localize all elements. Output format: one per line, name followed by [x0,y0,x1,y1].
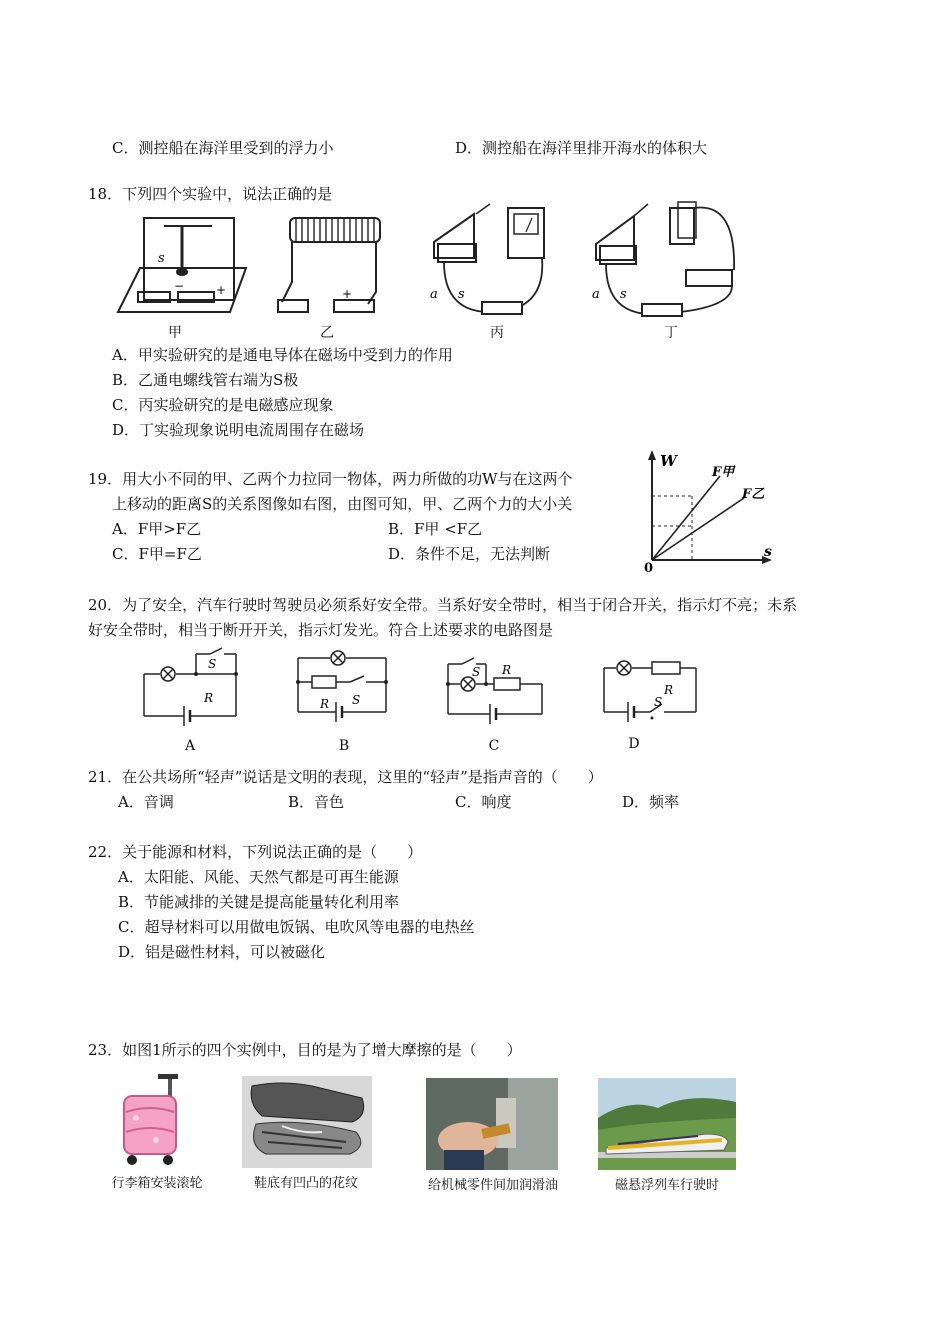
q23-caption-3: 给机械零件间加润滑油 [427,1178,558,1193]
q20-c-switch-label: S [472,665,481,679]
suitcase-photo [112,1072,192,1168]
svg-text:+: + [216,283,227,297]
q18-bing-s-mark: s [458,287,465,302]
q18-option-a: A．甲实验研究的是通电导体在磁场中受到力的作用 [112,346,453,364]
maglev-photo [598,1078,736,1170]
q23-caption-4: 磁悬浮列车行驶时 [614,1178,719,1193]
q20-circuit-d [598,656,702,722]
q19-stem-line2: 上移动的距离S的关系图像如右图，由图可知，甲、乙两个力的大小关 [112,495,573,513]
q19-stem-line1: 19．用大小不同的甲、乙两个力拉同一物体，两力所做的功W与在这两个 [88,470,573,488]
q21-option-c: C．响度 [455,793,512,811]
q20-label-a: A [184,738,196,754]
q22-stem: 22．关于能源和材料，下列说法正确的是（ ） [88,843,423,861]
q20-b-switch-label: S [352,693,361,707]
q20-circuit-a [138,646,244,726]
q22-option-a: A．太阳能、风能、天然气都是可再生能源 [118,868,399,886]
q18-option-d: D．丁实验现象说明电流周围存在磁场 [112,421,365,439]
q21-option-a: A．音调 [118,793,174,811]
q23-stem: 23．如图1所示的四个实例中，目的是为了增大摩擦的是（ ） [88,1041,522,1059]
q18-figure-jia [112,212,248,324]
q23-caption-1: 行李箱安装滚轮 [111,1176,203,1191]
q18-jia-s-mark: s [158,251,165,266]
q20-d-resistor-label: R [664,683,674,697]
q19-graph-y-label: W [660,452,677,470]
q20-label-c: C [488,738,500,754]
q21-option-b: B．音色 [288,793,345,811]
svg-text:−: − [174,279,185,293]
q20-c-resistor-label: R [502,663,512,677]
q19-graph-line-yi: F乙 [742,487,765,502]
q20-stem-line1: 20．为了安全，汽车行驶时驾驶员必须系好安全带。当系好安全带时，相当于闭合开关，指示灯不亮；未系 [88,596,798,614]
q17-option-c: C．测控船在海洋里受到的浮力小 [112,139,334,157]
q21-option-d: D．频率 [622,793,680,811]
q20-stem-line2: 好安全带时，相当于断开开关，指示灯发光。符合上述要求的电路图是 [88,621,554,639]
q18-label-jia: 甲 [168,325,182,341]
q18-bing-a-mark: a [430,287,438,302]
svg-text:+: + [342,287,353,301]
q20-label-b: B [338,738,350,754]
q18-option-b: B．乙通电螺线管右端为S极 [112,371,299,389]
oiling-photo [426,1078,558,1170]
q18-figure-yi [272,212,388,324]
q21-stem: 21．在公共场所“轻声”说话是文明的表现，这里的“轻声”是指声音的（ ） [88,768,603,786]
q18-ding-s-mark: s [620,287,627,302]
q23-caption-2: 鞋底有凹凸的花纹 [253,1176,358,1191]
q20-a-resistor-label: R [204,691,214,705]
q22-option-b: B．节能减排的关键是提高能量转化利用率 [118,893,400,911]
q19-option-c: C．F甲=F乙 [112,545,202,563]
shoe-photo [242,1076,372,1168]
q19-work-distance-graph [640,448,780,574]
q20-b-resistor-label: R [320,697,330,711]
q20-circuit-c [444,656,548,726]
q19-option-b: B．F甲 <F乙 [388,520,483,538]
q20-circuit-b [292,648,392,724]
q18-label-ding: 丁 [664,325,678,341]
q20-a-switch-label: S [208,657,217,671]
q18-ding-a-mark: a [592,287,600,302]
q22-option-c: C．超导材料可以用做电饭锅、电吹风等电器的电热丝 [118,918,475,936]
q18-figure-bing [424,202,554,322]
q19-option-a: A．F甲>F乙 [112,520,202,538]
q18-option-c: C．丙实验研究的是电磁感应现象 [112,396,334,414]
q20-d-switch-label: S [654,695,663,709]
q19-graph-x-label: s [764,544,772,560]
q18-label-bing: 丙 [490,325,504,341]
q18-stem: 18．下列四个实验中，说法正确的是 [88,185,333,203]
q19-graph-line-jia: F甲 [712,465,735,480]
q18-figure-ding [586,198,742,322]
q19-option-d: D．条件不足，无法判断 [388,545,551,563]
q20-label-d: D [628,736,640,752]
q22-option-d: D．铝是磁性材料，可以被磁化 [118,943,326,961]
q18-label-yi: 乙 [320,325,334,341]
q19-graph-origin: 0 [644,561,654,574]
q17-option-d: D．测控船在海洋里排开海水的体积大 [455,139,708,157]
